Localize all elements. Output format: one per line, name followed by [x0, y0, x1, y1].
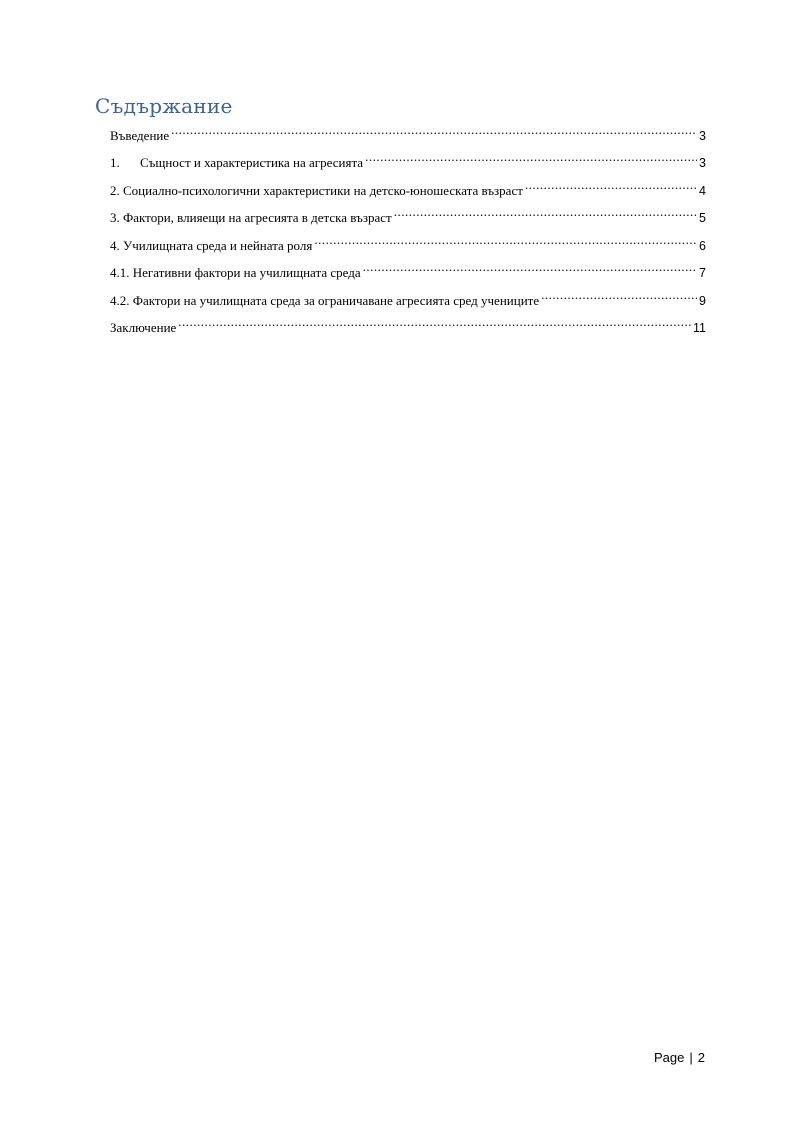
toc-dot-leader	[365, 151, 697, 167]
toc-entry-page: 9	[699, 294, 706, 308]
toc-entry-page: 5	[699, 211, 706, 225]
page-footer	[654, 1050, 705, 1065]
toc-entry-text: 2. Социално-психологични характеристики на детско-юношеската възраст	[110, 183, 523, 198]
toc-entry-text: 4. Училищната среда и нейната роля	[110, 238, 313, 253]
toc-entry-text: Въведение	[110, 128, 170, 143]
footer-separator: |	[689, 1050, 693, 1065]
toc-dot-leader	[541, 289, 697, 305]
footer-page-number: 2	[697, 1050, 705, 1065]
toc-entry-page: 3	[699, 129, 706, 143]
toc-dot-leader	[394, 206, 697, 222]
toc-dot-leader	[178, 316, 691, 332]
toc-entry[interactable]	[110, 179, 706, 199]
toc-dot-leader	[171, 124, 697, 140]
toc-entry-number: 1.	[110, 155, 120, 170]
toc-entry[interactable]	[110, 124, 706, 144]
footer-page-label: Page	[654, 1050, 685, 1065]
toc-dot-leader	[314, 234, 697, 250]
toc-entry-page: 4	[699, 184, 706, 198]
toc-entry-page: 6	[699, 239, 706, 253]
toc-entry-text: 4.1. Негативни фактори на училищната среда	[110, 265, 361, 280]
toc-entry-page: 11	[693, 321, 706, 335]
toc-entry-text: Заключение	[110, 320, 177, 335]
toc-entry-text: Същност и характеристика на агресията	[140, 155, 364, 170]
toc-entry[interactable]	[110, 289, 706, 309]
toc-entry-page: 3	[699, 156, 706, 170]
toc-entry[interactable]	[110, 206, 706, 226]
toc-entry[interactable]	[110, 316, 706, 336]
toc-entry[interactable]	[110, 151, 706, 171]
toc-title: Съдържание	[95, 94, 233, 118]
toc-entry-text: 3. Фактори, влияещи на агресията в детска възраст	[110, 210, 392, 225]
toc-dot-leader	[363, 261, 697, 277]
toc-entry-text: 4.2. Фактори на училищната среда за ограничаване агресията сред учениците	[110, 293, 540, 308]
toc-entry-page: 7	[699, 266, 706, 280]
toc-entry[interactable]	[110, 261, 706, 281]
toc-entry[interactable]	[110, 234, 706, 254]
toc-dot-leader	[525, 179, 697, 195]
